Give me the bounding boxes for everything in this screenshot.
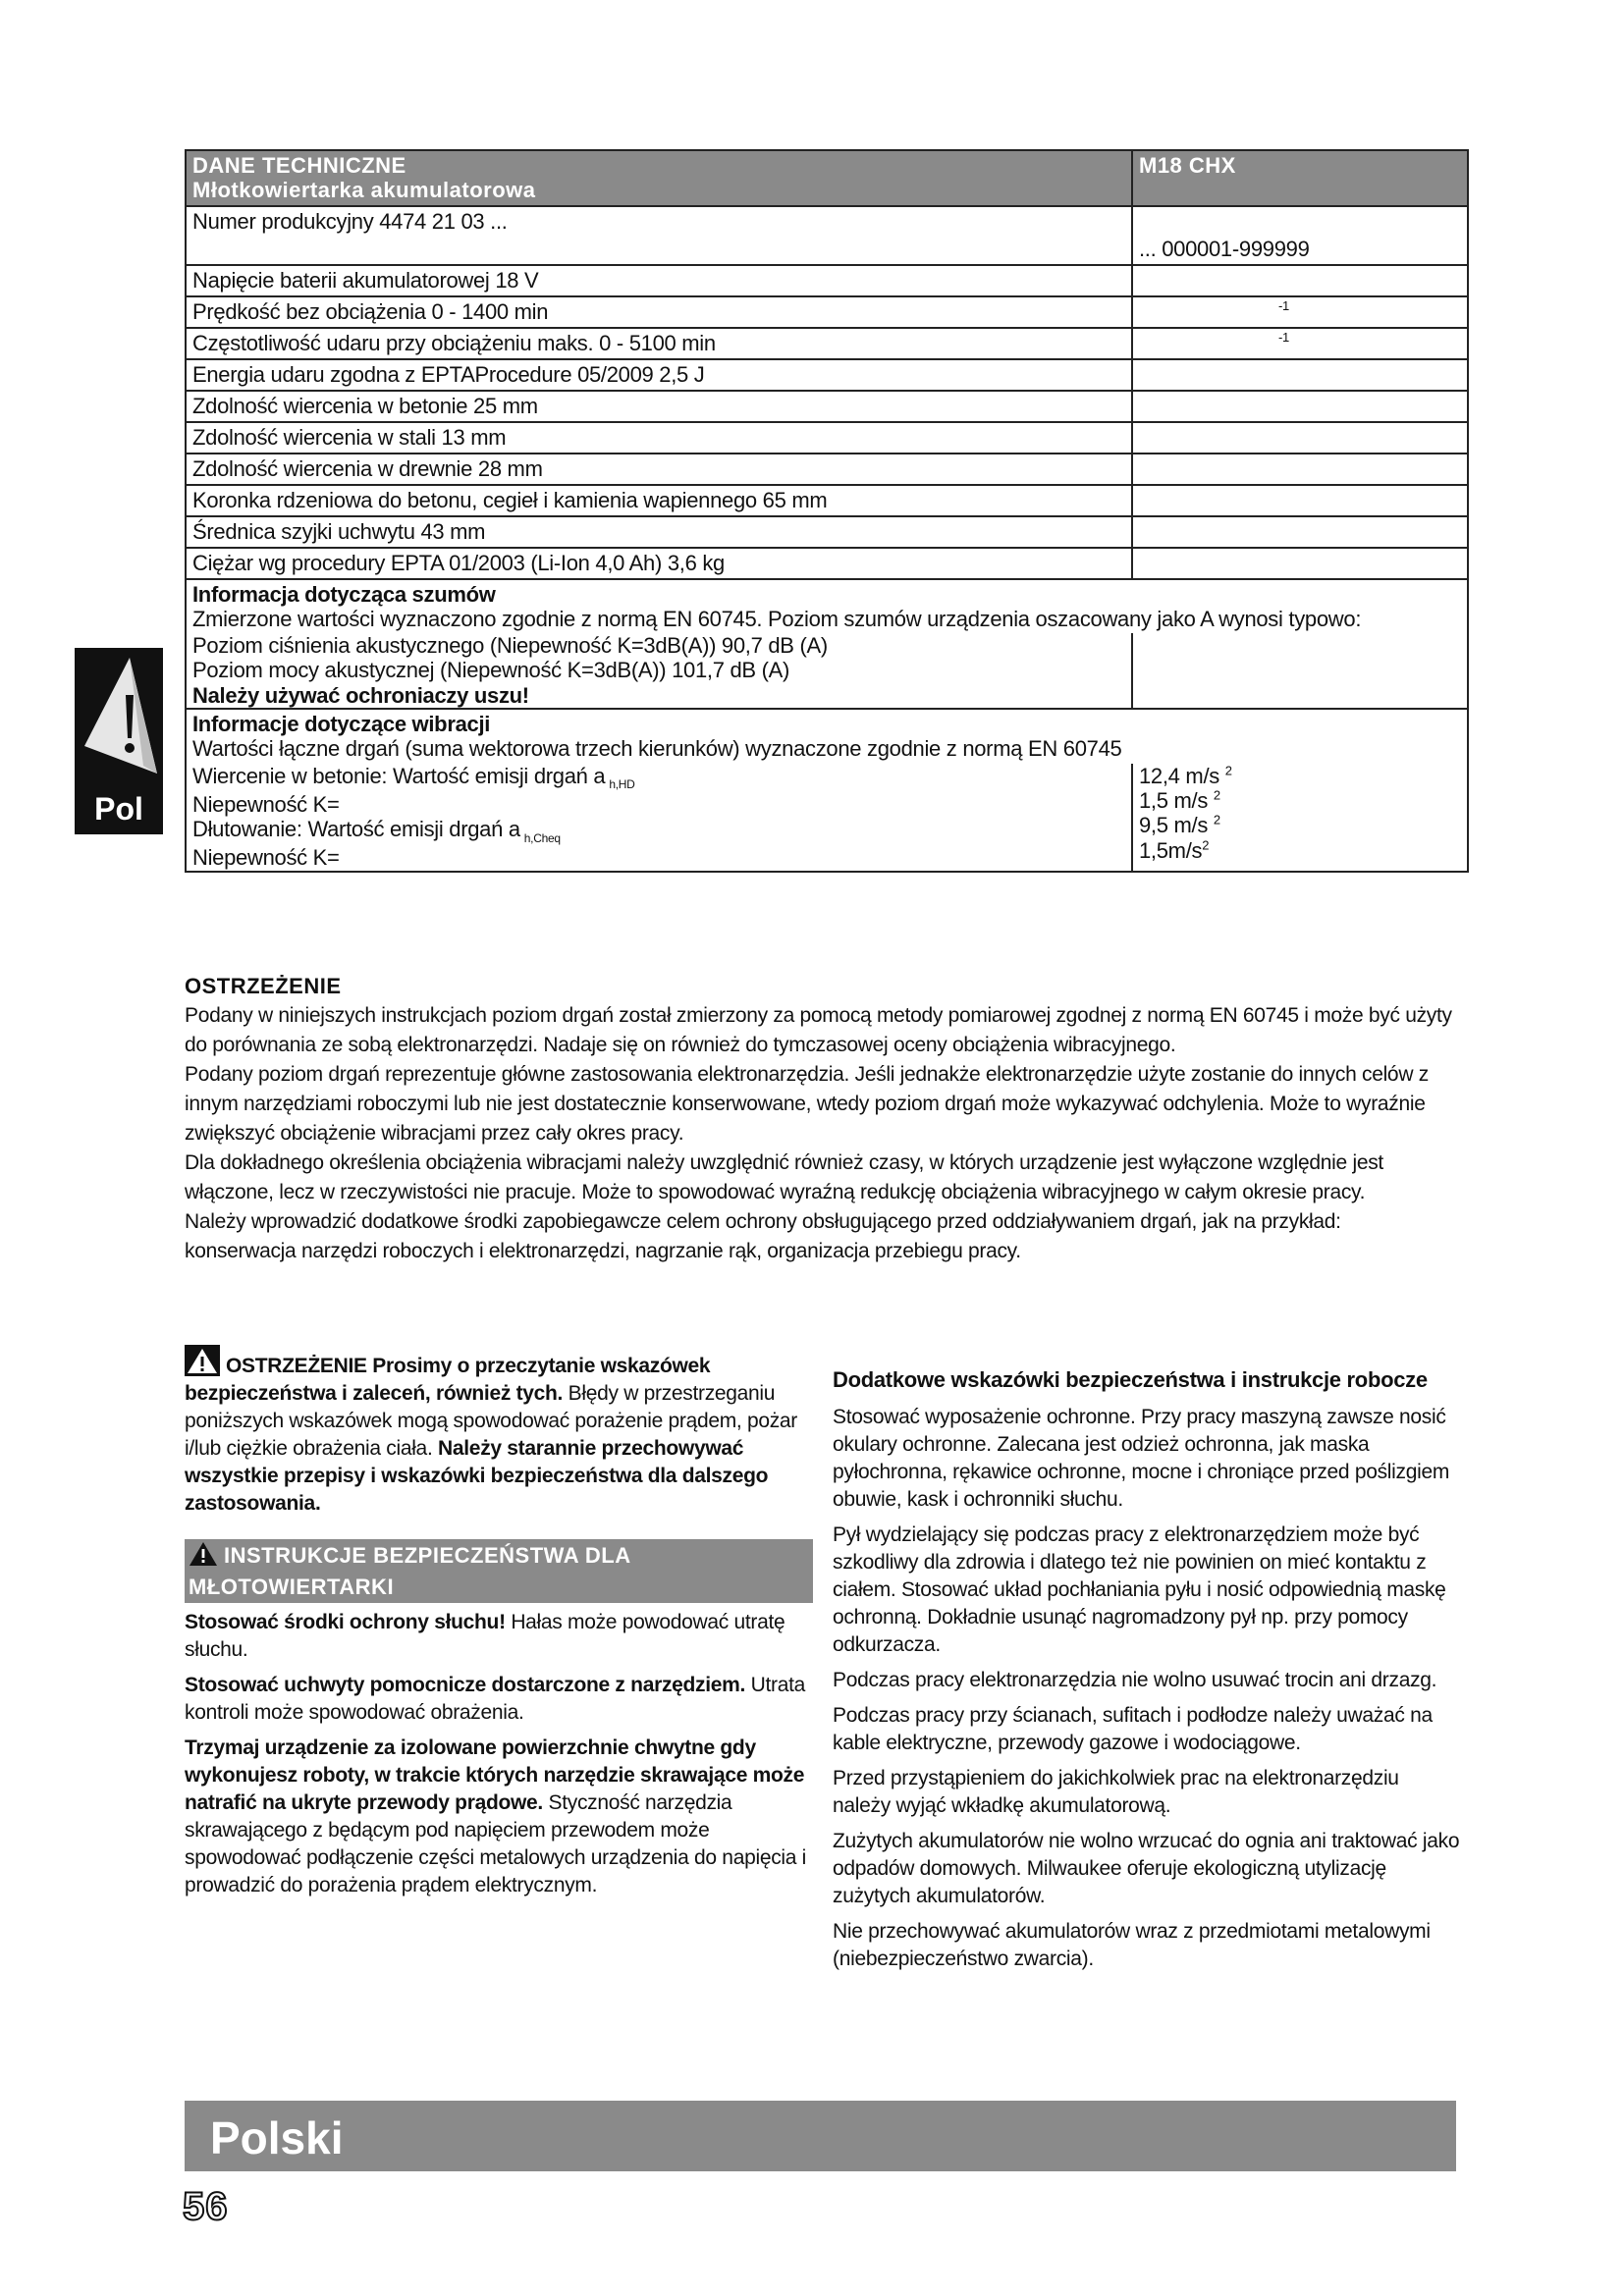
hammer-safety-heading <box>185 1539 813 1603</box>
tech-data-table <box>185 149 1469 873</box>
additional-p4: Podczas pracy przy ścianach, sufitach i podłodze należy uważać na kable elektryczne, przewody gazowe i wodociągowe. <box>833 1704 1433 1754</box>
language-title: Polski <box>210 2112 344 2163</box>
vib-drill-value: 12,4 m/s $^2$ <box>1139 763 1232 788</box>
noise-title: Informacja dotycząca szumów <box>192 581 496 607</box>
table-header-left <box>186 150 1132 206</box>
vibration-warning-p1: Podany w niniejszych instrukcjach poziom drgań został zmierzony za pomocą metody pomiarowej zgodnej z normą EN 60745 i może być użyty do porównania ze sobą elektronarzędzi. Nadaje się on również do tymczasowej oceny obciążenia wibracyjnego. <box>185 1004 1452 1056</box>
additional-p3: Podczas pracy elektronarzędzia nie wolno usuwać trocin ani drzazg. <box>833 1669 1437 1691</box>
vibration-warning <box>185 972 1456 1266</box>
model-name: M18 CHX <box>1132 150 1468 206</box>
table-title: DANE TECHNICZNE <box>192 153 406 178</box>
warning-triangle-icon <box>75 648 163 783</box>
instruction-hearing: Stosować środki ochrony słuchu! Hałas może powodować utratę słuchu. <box>185 1611 785 1661</box>
spec-impact-energy: Energia udaru zgodna z EPTAProcedure 05/2009 2,5 J <box>186 359 1132 391</box>
spec-speed: Prędkość bez obciążenia 0 - 1400 min <box>186 296 1132 328</box>
spec-collar: Średnica szyjki uchwytu 43 mm <box>186 516 1132 548</box>
vib-drill-unc-value: 1,5 m/s $^2$ <box>1139 787 1220 813</box>
vibration-warning-p2: Podany poziom drgań reprezentuje główne zastosowania elektronarzędzia. Jeśli jednakże elektronarzędzie użyte zostanie do innych celów z innym narzędziami roboczymi lub nie jest dostatecznie konserwowane, wtedy poziom drgań może wykazywać odchylenia. Może to wyraźnie zwiększyć obciążenie wibracjami przez cały okres pracy. <box>185 1063 1429 1145</box>
right-column <box>833 1366 1461 1981</box>
vibration-section <box>186 709 1468 872</box>
vibration-warning-p4: Należy wprowadzić dodatkowe środki zapobiegawcze celem ochrony obsługującego przed oddziaływaniem drgań, jak na przykład: konserwacja narzędzi roboczych i elektronarzędzi, nagrzanie rąk, organizacja przebiegu pracy. <box>185 1210 1341 1262</box>
language-side-tab <box>75 648 163 834</box>
instruction-handles: Stosować uchwyty pomocnicze dostarczone z narzędziem. Utrata kontroli może spowodować obrażenia. <box>185 1674 806 1724</box>
production-number-label: Numer produkcyjny 4474 21 03 ... <box>186 206 1132 265</box>
language-label: Pol <box>75 783 163 834</box>
spec-voltage: Napięcie baterii akumulatorowej 18 V <box>186 265 1132 296</box>
language-footer-bar <box>185 2101 1456 2171</box>
vib-chisel-unc-value: $1,5m/s^2$ <box>1139 837 1210 863</box>
warning-triangle-icon <box>189 1541 218 1574</box>
spec-drill-steel: Zdolność wiercenia w stali 13 mm <box>186 422 1132 454</box>
speed-exponent: -1 <box>1278 298 1289 314</box>
spec-drill-wood: Zdolność wiercenia w drewnie 28 mm <box>186 454 1132 485</box>
vib-chisel-unc-label: Niepewność K= <box>192 845 340 871</box>
vibration-title: Informacje dotyczące wibracji <box>192 712 491 737</box>
additional-p1: Stosować wyposażenie ochronne. Przy pracy maszyną zawsze nosić okulary ochronne. Zalecana jest odzież ochronna, jak maska pyłochronna, rękawice ochronne, mocne i chroniące przed poślizgiem obuwie, kask i ochronniki słuchu. <box>833 1406 1450 1511</box>
production-number-value: ... 000001-999999 <box>1132 206 1468 265</box>
vib-drill-label: Wiercenie w betonie: Wartość emisji drgań a $_{h,HD}$ <box>192 763 635 792</box>
vib-chisel-label: Dłutowanie: Wartość emisji drgań a $_{h,Cheq}$ <box>192 817 561 845</box>
general-warning-keep: Należy starannie przechowywać wszystkie przepisy i wskazówki bezpieczeństwa dla dalszego zastosowania. <box>185 1437 769 1515</box>
vib-chisel-value: 9,5 m/s $^2$ <box>1139 812 1220 838</box>
additional-p6: Zużytych akumulatorów nie wolno wrzucać do ognia ani traktować jako odpadów domowych. Milwaukee oferuje ekologiczną utylizację zużytych akumulatorów. <box>833 1830 1460 1907</box>
spec-drill-concrete: Zdolność wiercenia w betonie 25 mm <box>186 391 1132 422</box>
general-warning-word: OSTRZEŻENIE <box>226 1355 367 1377</box>
spec-core-bit: Koronka rdzeniowa do betonu, cegieł i kamienia wapiennego 65 mm <box>186 485 1132 516</box>
spec-impact-rate: Częstotliwość udaru przy obciążeniu maks. 0 - 5100 min <box>186 328 1132 359</box>
noise-protect: Należy używać ochroniaczy uszu! <box>192 682 529 708</box>
vibration-warning-p3: Dla dokładnego określenia obciążenia wibracjami należy uwzględnić również czasy, w których urządzenie jest wyłączone względnie jest włączone, lecz w rzeczywistości nie pracuje. Może to spowodować wyraźną redukcję obciążenia wibracyjnego w całym okresie pracy. <box>185 1151 1383 1203</box>
impact-rate-exponent: -1 <box>1278 330 1289 346</box>
noise-power: Poziom mocy akustycznej (Niepewność K=3dB(A)) 101,7 dB (A) <box>192 658 790 683</box>
warning-triangle-icon <box>185 1345 220 1376</box>
page-number: 56 <box>183 2185 229 2228</box>
hammer-safety-title: INSTRUKCJE BEZPIECZEŃSTWA DLA MŁOTOWIERTARKI <box>189 1543 630 1599</box>
noise-section <box>186 579 1468 709</box>
table-subtitle: Młotkowiertarka akumulatorowa <box>192 178 536 203</box>
vib-drill-unc-label: Niepewność K= <box>192 791 340 817</box>
vibration-warning-title: OSTRZEŻENIE <box>185 974 342 998</box>
general-warning-lead: Prosimy o przeczytanie wskazówek bezpieczeństwa i zaleceń, również tych. <box>185 1355 711 1405</box>
spec-weight: Ciężar wg procedury EPTA 01/2003 (Li-Ion 4,0 Ah) 3,6 kg <box>186 548 1132 579</box>
noise-text: Zmierzone wartości wyznaczono zgodnie z normą EN 60745. Poziom szumów urządzenia oszacowany jako A wynosi typowo: <box>192 606 1362 631</box>
additional-safety-title: Dodatkowe wskazówki bezpieczeństwa i instrukcje robocze <box>833 1367 1428 1392</box>
vibration-text: Wartości łączne drgań (suma wektorowa trzech kierunków) wyznaczone zgodnie z normą EN 60745 <box>192 736 1122 762</box>
general-warning-text: Błędy w przestrzeganiu poniższych wskazówek mogą spowodować porażenie prądem, pożar i/lub ciężkie obrażenia ciała. <box>185 1382 797 1460</box>
additional-p2: Pył wydzielający się podczas pracy z elektronarzędziem może być szkodliwy dla zdrowia i dlatego też nie powinien on mieć kontaktu z ciałem. Stosować układ pochłaniania pyłu i nosić odpowiednią maskę ochronną. Dokładnie usunąć nagromadzony pył np. przy pomocy odkurzacza. <box>833 1523 1446 1656</box>
additional-p7: Nie przechowywać akumulatorów wraz z przedmiotami metalowymi (niebezpieczeństwo zwarcia). <box>833 1920 1431 1970</box>
additional-p5: Przed przystąpieniem do jakichkolwiek prac na elektronarzędziu należy wyjąć wkładkę akumulatorową. <box>833 1767 1399 1817</box>
noise-pressure: Poziom ciśnienia akustycznego (Niepewność K=3dB(A)) 90,7 dB (A) <box>192 633 828 659</box>
left-column <box>185 1345 813 1907</box>
instruction-insulated-grip: Trzymaj urządzenie za izolowane powierzchnie chwytne gdy wykonujesz roboty, w trakcie których narzędzie skrawające może natrafić na ukryte przewody prądowe. Styczność narzędzia skrawającego z będącym pod napięciem przewodem może spowodować podłączenie części metalowych urządzenia do napięcia i prowadzić do porażenia prądem elektrycznym. <box>185 1736 807 1896</box>
general-warning <box>185 1345 813 1518</box>
